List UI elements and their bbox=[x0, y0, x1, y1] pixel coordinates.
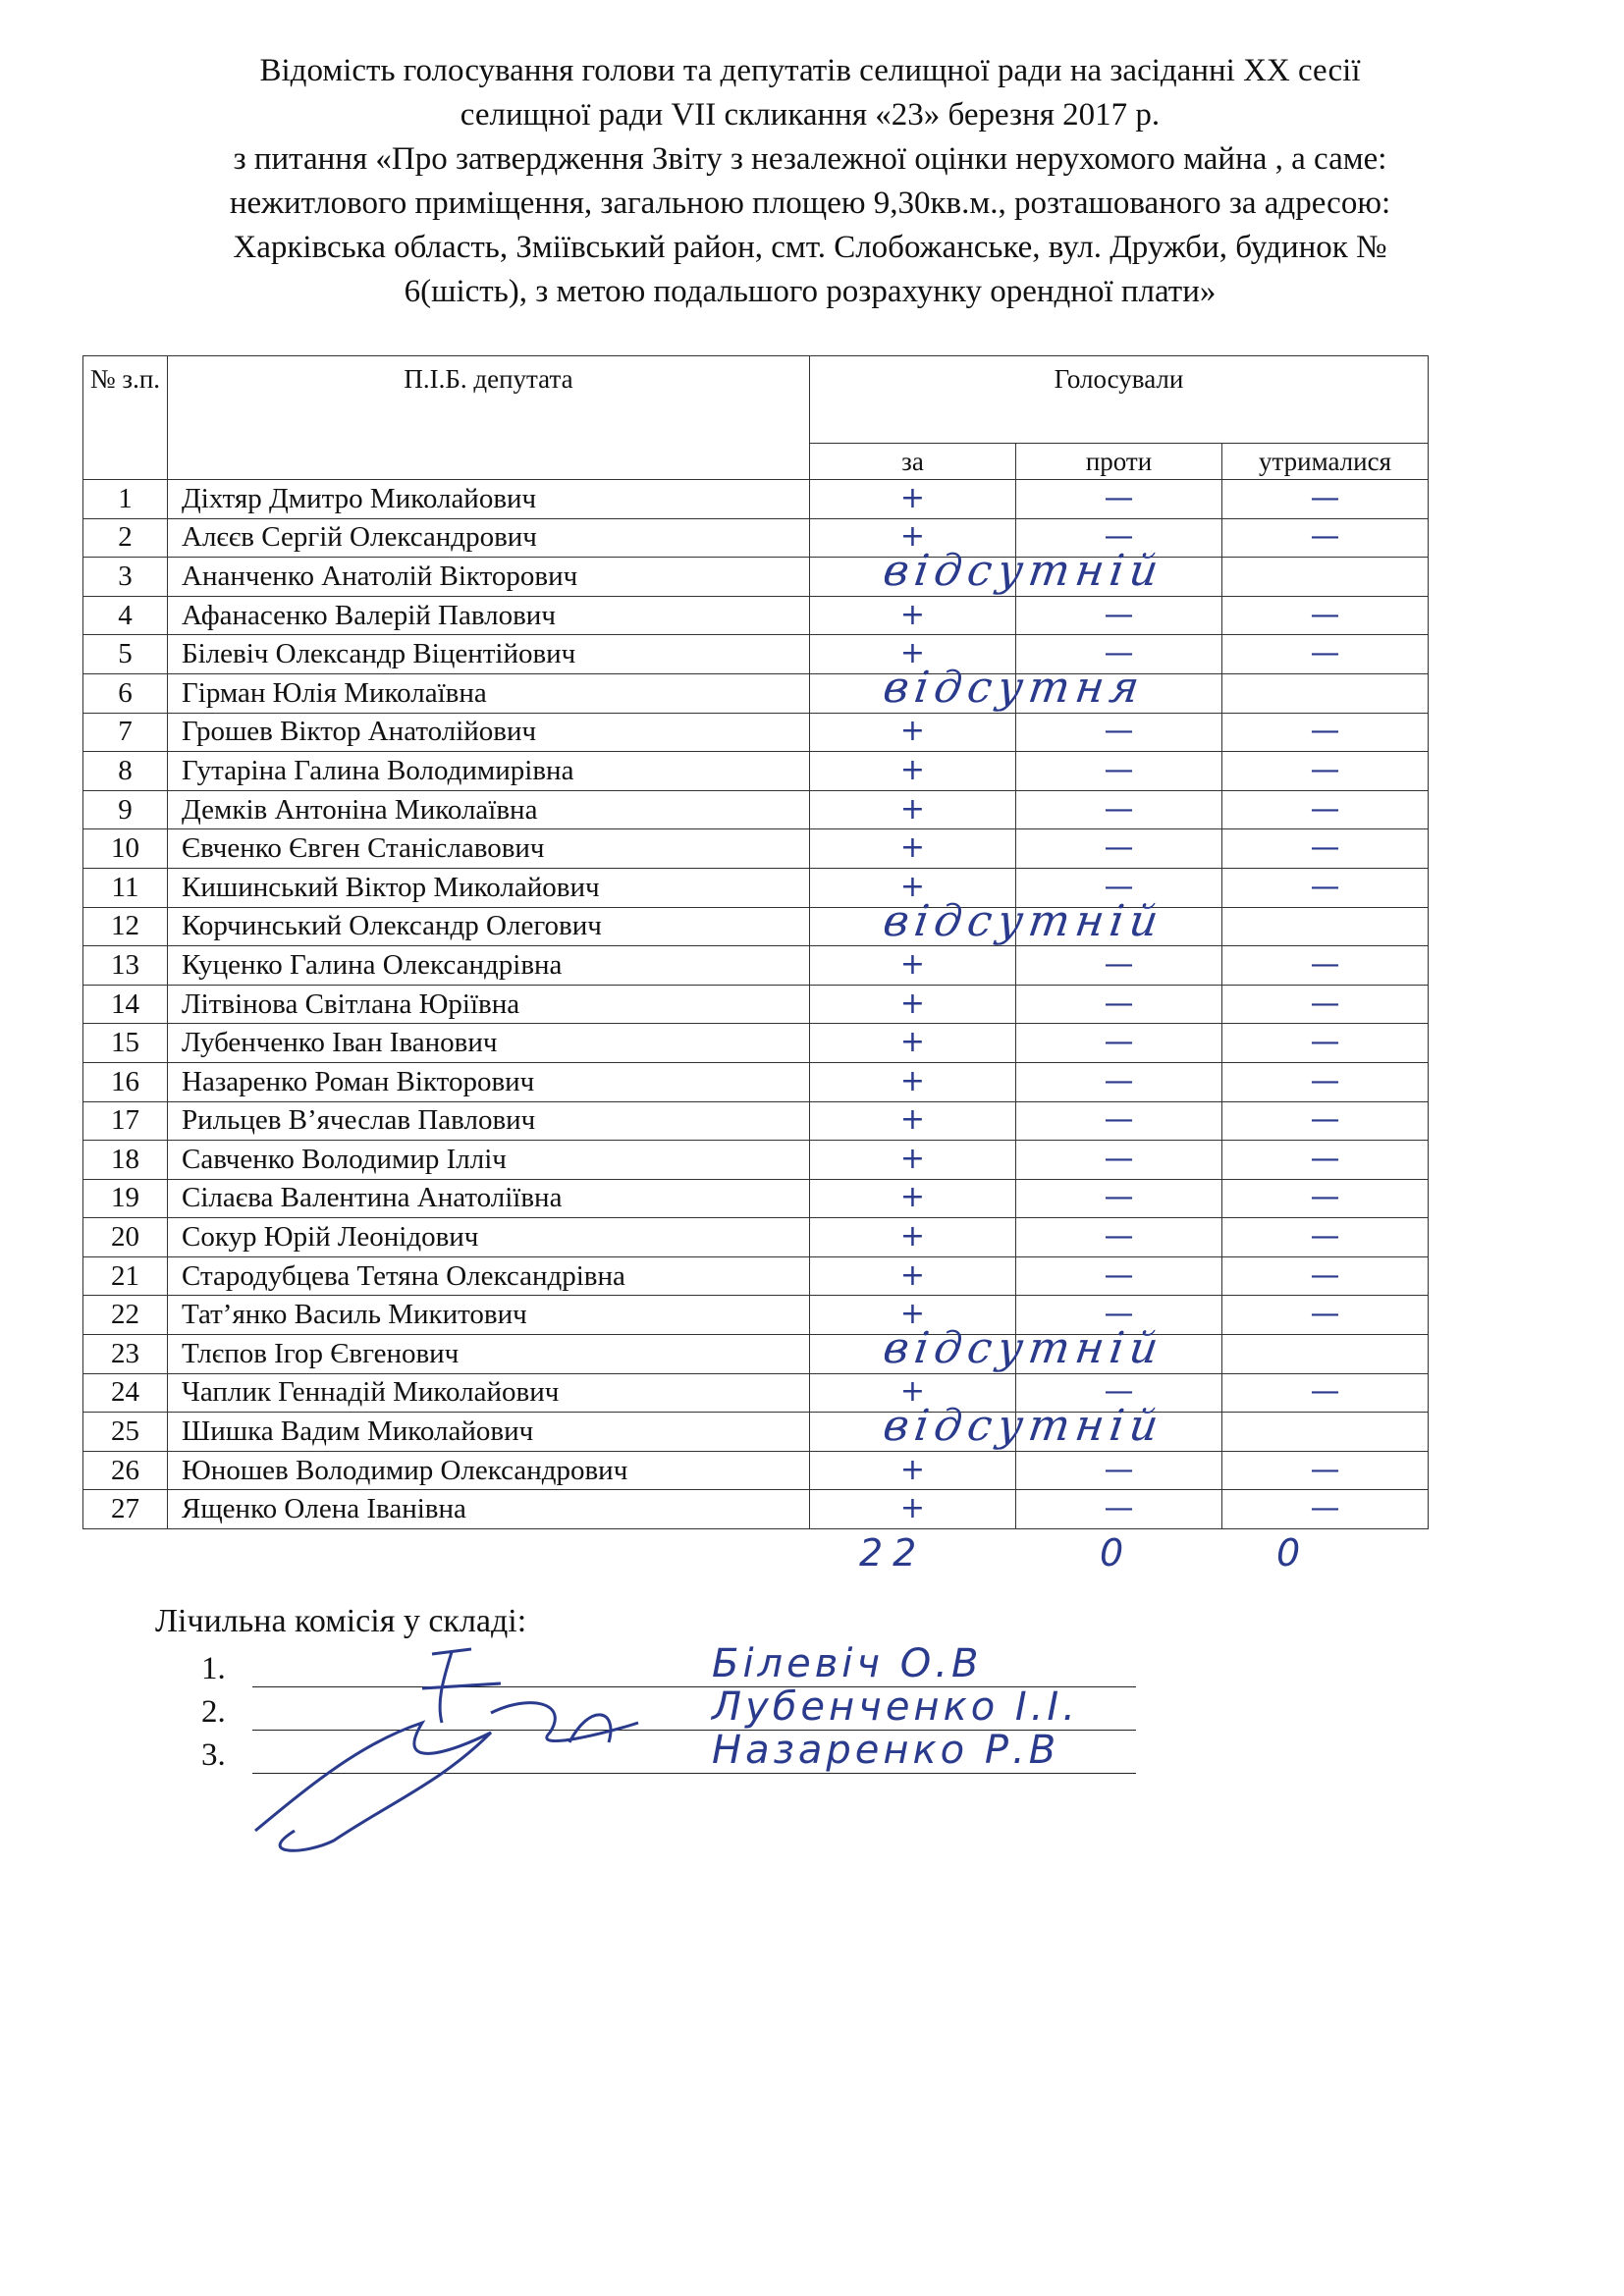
table-row bbox=[83, 946, 1429, 986]
vote-mark: + bbox=[899, 1297, 926, 1332]
member-name: Білевіч О.В bbox=[712, 1641, 983, 1686]
vote-for bbox=[810, 752, 1016, 791]
vote-abstained bbox=[1222, 946, 1429, 986]
vote-mark: + bbox=[899, 1374, 926, 1410]
vote-mark: — bbox=[1104, 830, 1134, 866]
vote-mark: — bbox=[1104, 1297, 1134, 1332]
vote-mark: + bbox=[899, 1491, 926, 1526]
vote-for bbox=[810, 1179, 1016, 1218]
vote-for bbox=[810, 1101, 1016, 1141]
vote-for bbox=[810, 1218, 1016, 1257]
member-name: Лубенченко І.І. bbox=[712, 1684, 1079, 1730]
row-number: 1 bbox=[83, 480, 168, 519]
table-row bbox=[83, 752, 1429, 791]
table-row bbox=[83, 868, 1429, 907]
deputy-name: Євченко Євген Станіславович bbox=[168, 829, 810, 869]
vote-abstained bbox=[1222, 673, 1429, 713]
vote-abstained bbox=[1222, 1373, 1429, 1413]
title-line: нежитлового приміщення, загальною площею 9,30кв.м., розташованого за адресою: bbox=[229, 186, 1391, 221]
absent-note: відсутня bbox=[880, 662, 1149, 713]
row-number: 15 bbox=[83, 1024, 168, 1063]
vote-against bbox=[1016, 790, 1222, 829]
vote-mark: + bbox=[899, 1025, 926, 1060]
absent-note: відсутній bbox=[880, 1401, 1167, 1452]
deputy-name: Ананченко Анатолій Вікторович bbox=[168, 558, 810, 597]
header-voted: Голосували bbox=[810, 356, 1429, 444]
table-row bbox=[83, 790, 1429, 829]
deputy-name: Стародубцева Тетяна Олександрівна bbox=[168, 1256, 810, 1296]
vote-abstained bbox=[1222, 1451, 1429, 1490]
vote-abstained bbox=[1222, 1141, 1429, 1180]
vote-mark: — bbox=[1310, 597, 1340, 632]
vote-mark: — bbox=[1104, 1063, 1134, 1098]
deputy-name: Літвінова Світлана Юріївна bbox=[168, 985, 810, 1024]
row-number: 6 bbox=[83, 673, 168, 713]
table-row bbox=[83, 596, 1429, 635]
vote-for bbox=[810, 790, 1016, 829]
vote-mark: + bbox=[899, 986, 926, 1021]
row-number: 23 bbox=[83, 1335, 168, 1374]
vote-mark: + bbox=[899, 597, 926, 632]
vote-mark: — bbox=[1104, 1180, 1134, 1215]
deputy-name: Шишка Вадим Миколайович bbox=[168, 1413, 810, 1452]
vote-mark: + bbox=[899, 1219, 926, 1255]
vote-abstained bbox=[1222, 1024, 1429, 1063]
table-row bbox=[83, 1101, 1429, 1141]
deputy-name: Кишинський Віктор Миколайович bbox=[168, 868, 810, 907]
vote-mark: + bbox=[899, 1102, 926, 1138]
total-for: 22 bbox=[859, 1531, 927, 1575]
header-number: № з.п. bbox=[83, 356, 168, 480]
deputy-name: Сілаєва Валентина Анатоліївна bbox=[168, 1179, 810, 1218]
vote-abstained bbox=[1222, 790, 1429, 829]
header-abstained: утрималися bbox=[1222, 444, 1429, 480]
row-number: 11 bbox=[83, 868, 168, 907]
table-row bbox=[83, 558, 1429, 597]
vote-mark: — bbox=[1104, 636, 1134, 671]
vote-for bbox=[810, 829, 1016, 869]
vote-against bbox=[1016, 1451, 1222, 1490]
vote-mark: — bbox=[1104, 1219, 1134, 1255]
vote-against bbox=[1016, 1101, 1222, 1141]
row-number: 21 bbox=[83, 1256, 168, 1296]
deputy-name: Гутаріна Галина Володимирівна bbox=[168, 752, 810, 791]
row-number: 4 bbox=[83, 596, 168, 635]
title-line: Харківська область, Зміївський район, смт. Слобожанське, вул. Дружби, будинок № bbox=[233, 230, 1387, 265]
vote-mark: — bbox=[1104, 1141, 1134, 1176]
vote-mark: — bbox=[1104, 597, 1134, 632]
deputy-name: Чаплик Геннадій Миколайович bbox=[168, 1373, 810, 1413]
vote-for bbox=[810, 713, 1016, 752]
row-number: 3 bbox=[83, 558, 168, 597]
deputy-name: Ященко Олена Іванівна bbox=[168, 1490, 810, 1529]
vote-against bbox=[1016, 752, 1222, 791]
vote-abstained bbox=[1222, 1413, 1429, 1452]
deputy-name: Білевіч Олександр Віцентійович bbox=[168, 635, 810, 674]
vote-mark: — bbox=[1310, 869, 1340, 904]
table-row bbox=[83, 1490, 1429, 1529]
vote-mark: — bbox=[1104, 752, 1134, 787]
table-row bbox=[83, 1335, 1429, 1374]
vote-mark: — bbox=[1104, 946, 1134, 982]
row-number: 16 bbox=[83, 1062, 168, 1101]
table-row bbox=[83, 480, 1429, 519]
row-number: 12 bbox=[83, 907, 168, 946]
table-row bbox=[83, 1451, 1429, 1490]
vote-against bbox=[1016, 480, 1222, 519]
vote-abstained bbox=[1222, 829, 1429, 869]
row-number: 25 bbox=[83, 1413, 168, 1452]
vote-against bbox=[1016, 713, 1222, 752]
vote-abstained bbox=[1222, 596, 1429, 635]
table-row bbox=[83, 1373, 1429, 1413]
total-abstained: 0 bbox=[1276, 1531, 1311, 1575]
vote-mark: — bbox=[1104, 714, 1134, 749]
table-row bbox=[83, 1413, 1429, 1452]
vote-mark: — bbox=[1310, 480, 1340, 515]
deputy-name: Грошев Віктор Анатолійович bbox=[168, 713, 810, 752]
vote-against bbox=[1016, 829, 1222, 869]
vote-abstained bbox=[1222, 713, 1429, 752]
vote-mark: — bbox=[1104, 1102, 1134, 1138]
header-name: П.І.Б. депутата bbox=[168, 356, 810, 480]
vote-mark: — bbox=[1310, 830, 1340, 866]
vote-for bbox=[810, 985, 1016, 1024]
row-number: 14 bbox=[83, 985, 168, 1024]
vote-for bbox=[810, 546, 1167, 597]
member-number: 1. bbox=[201, 1651, 226, 1686]
vote-mark: — bbox=[1104, 869, 1134, 904]
vote-abstained bbox=[1222, 1490, 1429, 1529]
vote-mark: — bbox=[1104, 1257, 1134, 1293]
deputy-name: Афанасенко Валерій Павлович bbox=[168, 596, 810, 635]
title-line: селищної ради VII скликання «23» березня 2017 р. bbox=[460, 97, 1161, 133]
deputy-name: Демків Антоніна Миколаївна bbox=[168, 790, 810, 829]
vote-abstained bbox=[1222, 752, 1429, 791]
table-row bbox=[83, 1141, 1429, 1180]
vote-mark: + bbox=[899, 1141, 926, 1176]
row-number: 20 bbox=[83, 1218, 168, 1257]
vote-against bbox=[1016, 673, 1222, 713]
deputy-name: Тлєпов Ігор Євгенович bbox=[168, 1335, 810, 1374]
vote-for bbox=[810, 596, 1016, 635]
vote-mark: — bbox=[1104, 1452, 1134, 1487]
vote-for bbox=[810, 662, 1149, 713]
vote-abstained bbox=[1222, 480, 1429, 519]
vote-for bbox=[810, 1141, 1016, 1180]
vote-mark: — bbox=[1310, 1063, 1340, 1098]
deputy-name: Лубенченко Іван Іванович bbox=[168, 1024, 810, 1063]
vote-against bbox=[1016, 1335, 1222, 1374]
vote-abstained bbox=[1222, 1062, 1429, 1101]
vote-mark: — bbox=[1104, 791, 1134, 827]
vote-against bbox=[1016, 1218, 1222, 1257]
row-number: 24 bbox=[83, 1373, 168, 1413]
row-number: 10 bbox=[83, 829, 168, 869]
table-row bbox=[83, 829, 1429, 869]
table-row bbox=[83, 518, 1429, 558]
vote-mark: + bbox=[899, 1452, 926, 1487]
row-number: 26 bbox=[83, 1451, 168, 1490]
vote-against bbox=[1016, 907, 1222, 946]
vote-abstained bbox=[1222, 635, 1429, 674]
vote-mark: — bbox=[1104, 986, 1134, 1021]
vote-mark: — bbox=[1310, 1297, 1340, 1332]
row-number: 8 bbox=[83, 752, 168, 791]
table-row bbox=[83, 1218, 1429, 1257]
row-number: 7 bbox=[83, 713, 168, 752]
vote-abstained bbox=[1222, 868, 1429, 907]
deputy-name: Тат’янко Василь Микитович bbox=[168, 1296, 810, 1335]
vote-mark: — bbox=[1310, 1219, 1340, 1255]
vote-against bbox=[1016, 1141, 1222, 1180]
vote-for bbox=[810, 1451, 1016, 1490]
title-line: з питання «Про затвердження Звіту з незалежної оцінки нерухомого майна , а саме: bbox=[233, 141, 1387, 177]
vote-for bbox=[810, 1401, 1167, 1452]
vote-mark: — bbox=[1310, 946, 1340, 982]
deputy-name: Сокур Юрій Леонідович bbox=[168, 1218, 810, 1257]
vote-against bbox=[1016, 596, 1222, 635]
row-number: 27 bbox=[83, 1490, 168, 1529]
header-against: проти bbox=[1016, 444, 1222, 480]
row-number: 2 bbox=[83, 518, 168, 558]
row-number: 18 bbox=[83, 1141, 168, 1180]
vote-mark: — bbox=[1310, 636, 1340, 671]
vote-mark: + bbox=[899, 519, 926, 555]
row-number: 17 bbox=[83, 1101, 168, 1141]
vote-mark: + bbox=[899, 1180, 926, 1215]
vote-abstained bbox=[1222, 907, 1429, 946]
vote-abstained bbox=[1222, 1296, 1429, 1335]
table-row bbox=[83, 713, 1429, 752]
vote-against bbox=[1016, 1413, 1222, 1452]
vote-mark: — bbox=[1310, 1025, 1340, 1060]
vote-against bbox=[1016, 1024, 1222, 1063]
vote-for bbox=[810, 895, 1167, 946]
vote-mark: — bbox=[1104, 1025, 1134, 1060]
vote-mark: — bbox=[1310, 752, 1340, 787]
vote-mark: — bbox=[1104, 519, 1134, 555]
vote-for bbox=[810, 1062, 1016, 1101]
vote-for bbox=[810, 1490, 1016, 1529]
vote-mark: + bbox=[899, 791, 926, 827]
vote-mark: — bbox=[1310, 986, 1340, 1021]
deputy-name: Назаренко Роман Вікторович bbox=[168, 1062, 810, 1101]
table-row bbox=[83, 1062, 1429, 1101]
vote-abstained bbox=[1222, 1179, 1429, 1218]
vote-mark: — bbox=[1310, 714, 1340, 749]
vote-mark: — bbox=[1310, 1491, 1340, 1526]
row-number: 5 bbox=[83, 635, 168, 674]
vote-mark: + bbox=[899, 714, 926, 749]
title-line: 6(шість), з метою подальшого розрахунку орендної плати» bbox=[404, 274, 1217, 309]
deputy-name: Рильцев В’ячеслав Павлович bbox=[168, 1101, 810, 1141]
vote-mark: — bbox=[1104, 1374, 1134, 1410]
vote-mark: — bbox=[1310, 1102, 1340, 1138]
vote-mark: + bbox=[899, 830, 926, 866]
table-row bbox=[83, 1296, 1429, 1335]
absent-note: відсутній bbox=[880, 895, 1167, 946]
deputy-name: Куценко Галина Олександрівна bbox=[168, 946, 810, 986]
total-against: 0 bbox=[1100, 1531, 1134, 1575]
vote-mark: — bbox=[1310, 791, 1340, 827]
row-number: 19 bbox=[83, 1179, 168, 1218]
vote-abstained bbox=[1222, 1101, 1429, 1141]
document-title bbox=[108, 49, 1512, 314]
vote-mark: — bbox=[1104, 1491, 1134, 1526]
vote-for bbox=[810, 1024, 1016, 1063]
row-number: 9 bbox=[83, 790, 168, 829]
vote-against bbox=[1016, 1490, 1222, 1529]
absent-note: відсутній bbox=[880, 1323, 1167, 1374]
table-row bbox=[83, 635, 1429, 674]
handwritten-signatures bbox=[196, 1634, 707, 1860]
table-row bbox=[83, 907, 1429, 946]
table-row bbox=[83, 985, 1429, 1024]
member-name: Назаренко Р.В bbox=[712, 1728, 1060, 1773]
vote-abstained bbox=[1222, 1335, 1429, 1374]
vote-for bbox=[810, 1323, 1167, 1374]
vote-abstained bbox=[1222, 985, 1429, 1024]
commission-title: Лічильна комісія у складі: bbox=[155, 1603, 527, 1639]
vote-mark: + bbox=[899, 480, 926, 515]
member-number: 3. bbox=[201, 1737, 226, 1773]
vote-against bbox=[1016, 1179, 1222, 1218]
vote-against bbox=[1016, 1062, 1222, 1101]
vote-abstained bbox=[1222, 1218, 1429, 1257]
title-line: Відомість голосування голови та депутатів селищної ради на засіданні XX сесії bbox=[259, 53, 1361, 88]
voting-table bbox=[82, 355, 1429, 1529]
vote-mark: — bbox=[1310, 1257, 1340, 1293]
deputy-name: Діхтяр Дмитро Миколайович bbox=[168, 480, 810, 519]
vote-mark: — bbox=[1310, 519, 1340, 555]
vote-against bbox=[1016, 1256, 1222, 1296]
deputy-name: Алєєв Сергій Олександрович bbox=[168, 518, 810, 558]
absent-note: відсутній bbox=[880, 546, 1167, 597]
vote-against bbox=[1016, 558, 1222, 597]
vote-mark: + bbox=[899, 946, 926, 982]
vote-mark: — bbox=[1310, 1374, 1340, 1410]
vote-mark: + bbox=[899, 1257, 926, 1293]
vote-for bbox=[810, 1256, 1016, 1296]
deputy-name: Гірман Юлія Миколаївна bbox=[168, 673, 810, 713]
table-row bbox=[83, 673, 1429, 713]
table-row bbox=[83, 1179, 1429, 1218]
table-row bbox=[83, 1024, 1429, 1063]
vote-against bbox=[1016, 985, 1222, 1024]
row-number: 22 bbox=[83, 1296, 168, 1335]
deputy-name: Корчинський Олександр Олегович bbox=[168, 907, 810, 946]
row-number: 13 bbox=[83, 946, 168, 986]
vote-for bbox=[810, 946, 1016, 986]
vote-mark: — bbox=[1310, 1141, 1340, 1176]
vote-abstained bbox=[1222, 518, 1429, 558]
vote-mark: — bbox=[1310, 1452, 1340, 1487]
vote-mark: — bbox=[1310, 1180, 1340, 1215]
vote-abstained bbox=[1222, 558, 1429, 597]
deputy-name: Савченко Володимир Ілліч bbox=[168, 1141, 810, 1180]
vote-mark: + bbox=[899, 1063, 926, 1098]
header-for: за bbox=[810, 444, 1016, 480]
vote-mark: + bbox=[899, 752, 926, 787]
table-row bbox=[83, 1256, 1429, 1296]
deputy-name: Юношев Володимир Олександрович bbox=[168, 1451, 810, 1490]
vote-mark: + bbox=[899, 869, 926, 904]
vote-mark: — bbox=[1104, 480, 1134, 515]
vote-for bbox=[810, 480, 1016, 519]
member-number: 2. bbox=[201, 1694, 226, 1730]
vote-mark: + bbox=[899, 636, 926, 671]
vote-against bbox=[1016, 946, 1222, 986]
vote-abstained bbox=[1222, 1256, 1429, 1296]
